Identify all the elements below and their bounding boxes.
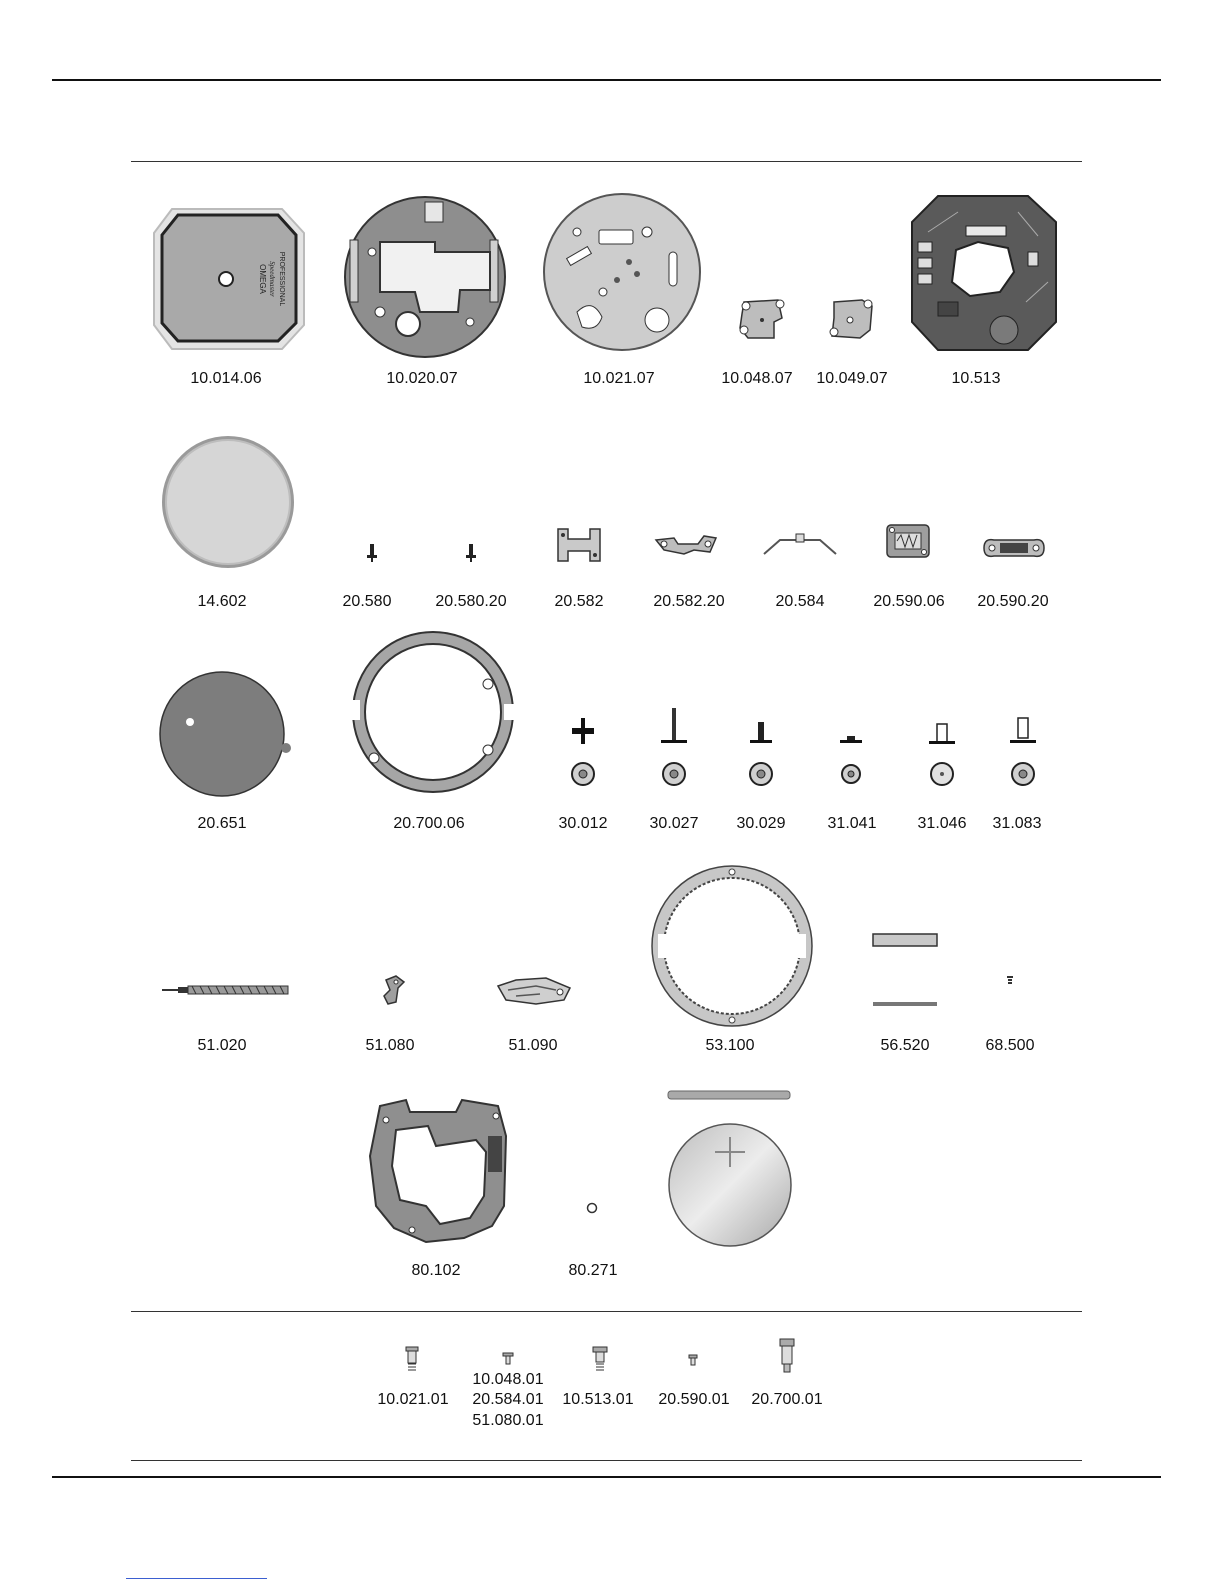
wheel-icon: [838, 734, 864, 788]
battery-icon: [666, 1089, 794, 1249]
part-80-271[interactable]: [586, 1202, 598, 1214]
casing-ring-icon: [348, 620, 518, 800]
lever-icon: [654, 532, 718, 556]
part-31-046[interactable]: [927, 722, 957, 788]
part-label: 10.021.07: [583, 370, 655, 387]
part-label: 68.500: [985, 1037, 1035, 1054]
part-label: 80.102: [411, 1262, 461, 1279]
screw-10-513-01[interactable]: [592, 1346, 608, 1372]
part-label: 30.029: [736, 815, 786, 832]
part-label: 31.041: [827, 815, 877, 832]
circuit-module-icon: [908, 192, 1060, 354]
contact-block-icon: [885, 523, 931, 559]
pin-icon: [366, 543, 378, 563]
part-20-651[interactable]: [158, 670, 294, 800]
part-label: 20.580.20: [435, 593, 507, 610]
dial-icon: [150, 205, 310, 355]
part-53-100[interactable]: [650, 864, 814, 1028]
screw-label: 10.048.01: [472, 1371, 544, 1388]
part-10-513[interactable]: [908, 192, 1060, 354]
part-label: 51.090: [508, 1037, 558, 1054]
part-label: 30.027: [649, 815, 699, 832]
coil-spring-icon: [982, 536, 1046, 560]
dial-line: PROFESSIONAL: [278, 251, 285, 307]
part-label: 51.080: [365, 1037, 415, 1054]
footer-link-underline[interactable]: [126, 1578, 267, 1579]
part-battery[interactable]: [666, 1089, 794, 1249]
part-20-580[interactable]: [366, 543, 378, 563]
part-label: 10.513: [951, 370, 1001, 387]
screw-label: 20.700.01: [751, 1391, 823, 1408]
bottom-page-rule: [52, 1476, 1161, 1478]
part-label: 14.602: [197, 593, 247, 610]
parts-top-rule: [131, 161, 1082, 162]
part-label: 10.020.07: [386, 370, 458, 387]
part-label: 20.700.06: [393, 815, 465, 832]
washer-icon: [586, 1202, 598, 1214]
part-label: 30.012: [558, 815, 608, 832]
frame-plate-icon: [366, 1096, 516, 1246]
part-20-584[interactable]: [762, 530, 838, 558]
setting-lever-icon: [378, 974, 408, 1006]
part-51-090[interactable]: [496, 974, 574, 1008]
part-20-590-06[interactable]: [885, 523, 931, 559]
part-label: 20.651: [197, 815, 247, 832]
top-page-rule: [52, 79, 1161, 81]
part-20-590-20[interactable]: [982, 536, 1046, 560]
part-10-021-07[interactable]: [537, 192, 707, 354]
part-20-582-20[interactable]: [654, 532, 718, 556]
part-68-500[interactable]: [1006, 975, 1014, 985]
pin-icon: [465, 543, 477, 563]
part-label: 20.582.20: [653, 593, 725, 610]
stem-icon: [162, 984, 290, 996]
screw-label: 10.021.01: [377, 1391, 449, 1408]
part-label: 20.582: [554, 593, 604, 610]
screws-top-rule: [131, 1311, 1082, 1312]
wheel-icon: [927, 722, 957, 788]
part-51-020[interactable]: [162, 984, 290, 996]
wheel-icon: [746, 718, 776, 788]
part-label: 10.048.07: [721, 370, 793, 387]
part-label: 10.014.06: [190, 370, 262, 387]
part-20-700-06[interactable]: [348, 620, 518, 800]
part-14-602[interactable]: [158, 432, 298, 572]
part-30-029[interactable]: [746, 718, 776, 788]
yoke-icon: [496, 974, 574, 1008]
part-30-027[interactable]: [659, 706, 689, 788]
wire-spring-icon: [762, 530, 838, 558]
spring-bracket-icon: [554, 525, 604, 565]
part-label: 20.590.06: [873, 593, 945, 610]
part-80-102[interactable]: [366, 1096, 516, 1246]
screw-label: 51.080.01: [472, 1412, 544, 1429]
part-31-083[interactable]: [1008, 716, 1038, 788]
part-30-012[interactable]: [568, 716, 598, 788]
part-10-048-07[interactable]: [734, 296, 788, 342]
part-label: 31.083: [992, 815, 1042, 832]
screw-20-700-01[interactable]: [778, 1338, 796, 1374]
part-56-520[interactable]: [872, 932, 940, 1008]
screw-10-048-01[interactable]: [502, 1352, 514, 1366]
screw-icon: [778, 1338, 796, 1374]
screw-icon: [502, 1352, 514, 1366]
dial-logo: OMEGA: [258, 264, 267, 294]
screw-10-021-01[interactable]: [404, 1346, 420, 1372]
small-bridge-icon: [734, 296, 788, 342]
wheel-icon: [1008, 716, 1038, 788]
part-label: 53.100: [705, 1037, 755, 1054]
part-label: 56.520: [880, 1037, 930, 1054]
part-20-582[interactable]: [554, 525, 604, 565]
part-20-580-20[interactable]: [465, 543, 477, 563]
part-label: 20.590.20: [977, 593, 1049, 610]
insulator-disc-icon: [158, 670, 294, 800]
part-label: 10.049.07: [816, 370, 888, 387]
part-label: 20.580: [342, 593, 392, 610]
bridge-plate-icon: [537, 192, 707, 354]
screw-icon: [404, 1346, 420, 1372]
tiny-screw-icon: [1006, 975, 1014, 985]
screw-label: 20.590.01: [658, 1391, 730, 1408]
crystal-disc-icon: [158, 432, 298, 572]
screw-icon: [688, 1354, 698, 1366]
part-31-041[interactable]: [838, 734, 864, 788]
small-bridge-icon: [826, 296, 878, 342]
screws-bottom-rule: [131, 1460, 1082, 1461]
part-10-020-07[interactable]: [340, 192, 510, 362]
main-plate-icon: [340, 192, 510, 362]
part-10-014-06[interactable]: [150, 205, 310, 355]
screw-20-590-01[interactable]: [688, 1354, 698, 1366]
screw-icon: [592, 1346, 608, 1372]
part-10-049-07[interactable]: [826, 296, 878, 342]
date-ring-icon: [650, 864, 814, 1028]
screw-label: 20.584.01: [472, 1391, 544, 1408]
part-label: 51.020: [197, 1037, 247, 1054]
dial-model: Speedmaster: [268, 261, 276, 297]
wheel-icon: [659, 706, 689, 788]
part-label: 80.271: [568, 1262, 618, 1279]
screw-label: 10.513.01: [562, 1391, 634, 1408]
part-label: 20.584: [775, 593, 825, 610]
part-label: 31.046: [917, 815, 967, 832]
battery-strap-icon: [872, 932, 940, 1008]
wheel-icon: [568, 716, 598, 788]
part-51-080[interactable]: [378, 974, 408, 1006]
